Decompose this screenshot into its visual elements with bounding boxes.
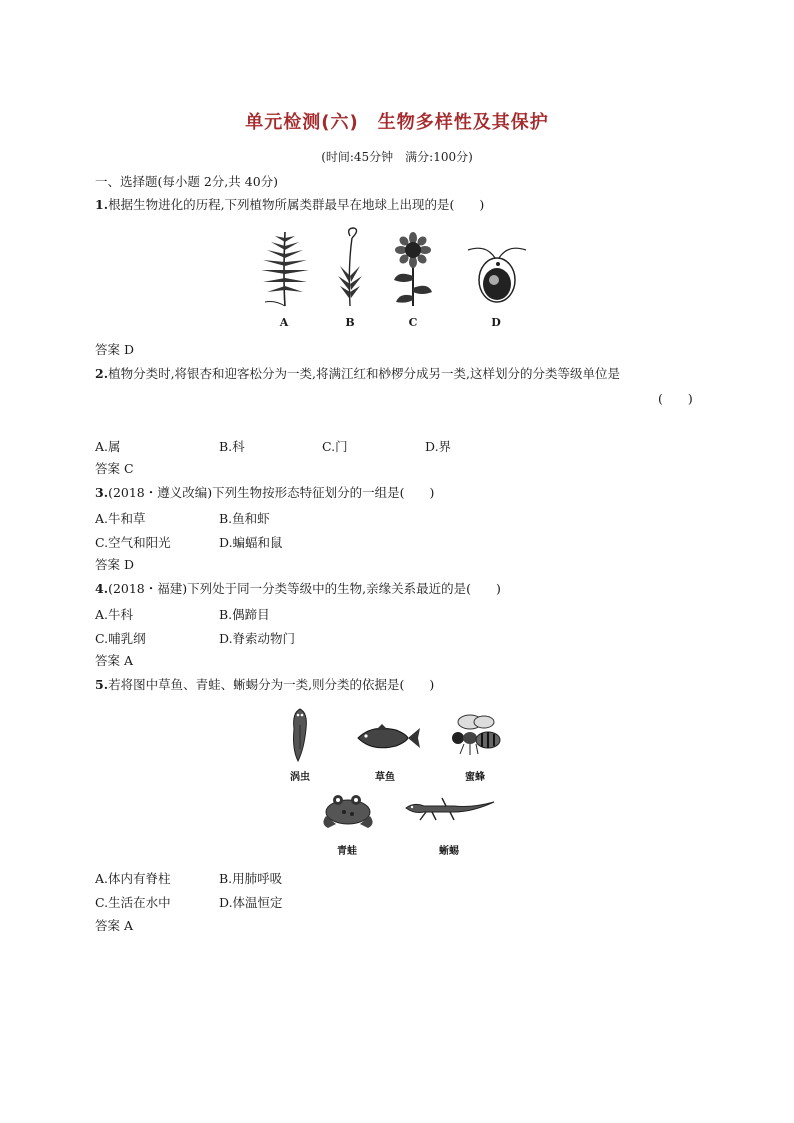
option-d: D.体温恒定 [219,895,283,910]
question-number: 5. [95,677,109,692]
fern-icon [255,228,315,308]
question-text: 若将图中草鱼、青蛙、蜥蜴分为一类,则分类的依据是( ) [108,677,435,692]
option-d: D.界 [425,439,452,454]
section-heading: 一、选择题(每小题 2分,共 40分) [95,174,279,189]
alga-icon [462,240,532,306]
option-a: A.牛和草 [95,511,146,526]
answer-2: 答案 C [95,461,134,476]
flatworm-icon [288,705,312,765]
animal-label-fish: 草鱼 [375,772,395,783]
option-c: C.哺乳纲 [95,631,146,646]
option-a: A.属 [95,439,121,454]
page-subtitle: (时间:45分钟 满分:100分) [321,150,473,164]
option-c: C.生活在水中 [95,895,171,910]
answer-5: 答案 A [95,918,134,933]
question-text: 根据生物进化的历程,下列植物所属类群最早在地球上出现的是( ) [108,197,485,212]
animal-label-lizard: 蜥蜴 [439,846,459,857]
question-text: 植物分类时,将银杏和迎客松分为一类,将满江红和桫椤分成另一类,这样划分的分类等级单位是 [108,366,620,381]
answer-1: 答案 D [95,342,134,357]
option-b: B.用肺呼吸 [219,871,283,886]
figure-label-a: A [279,316,289,329]
lizard-icon [402,794,496,824]
question-number: 2. [95,366,109,381]
option-d: D.脊索动物门 [219,631,296,646]
question-3 [95,485,434,501]
question-5 [95,677,434,693]
option-b: B.鱼和虾 [219,511,270,526]
figure-label-c: C [408,316,418,329]
question-text: (2018・遵义改编)下列生物按形态特征划分的一组是( ) [108,485,435,500]
frog-icon [320,790,376,830]
answer-blank: ( ) [658,391,693,406]
option-b: B.偶蹄目 [219,607,270,622]
page-title: 单元检测(六) 生物多样性及其保护 [245,112,549,133]
question-2 [95,366,620,382]
question-number: 4. [95,581,109,596]
question-number: 1. [95,197,109,212]
option-c: C.空气和阳光 [95,535,171,550]
animal-label-frog: 青蛙 [337,846,357,857]
figure-label-b: B [345,316,355,329]
animal-label-flatworm: 涡虫 [290,772,310,783]
question-text: (2018・福建)下列处于同一分类等级中的生物,亲缘关系最近的是( ) [108,581,501,596]
figure-label-d: D [491,316,501,329]
bee-icon [446,712,506,758]
question-1 [95,197,484,213]
fish-icon [352,722,422,754]
answer-3: 答案 D [95,557,134,572]
animal-label-bee: 蜜蜂 [465,772,485,783]
question-number: 3. [95,485,109,500]
option-d: D.蝙蝠和鼠 [219,535,283,550]
question-4 [95,581,501,597]
option-c: C.门 [322,439,348,454]
answer-4: 答案 A [95,653,134,668]
moss-icon [330,226,370,308]
option-a: A.体内有脊柱 [95,871,171,886]
sunflower-icon [388,232,438,308]
option-b: B.科 [219,439,245,454]
option-a: A.牛科 [95,607,134,622]
